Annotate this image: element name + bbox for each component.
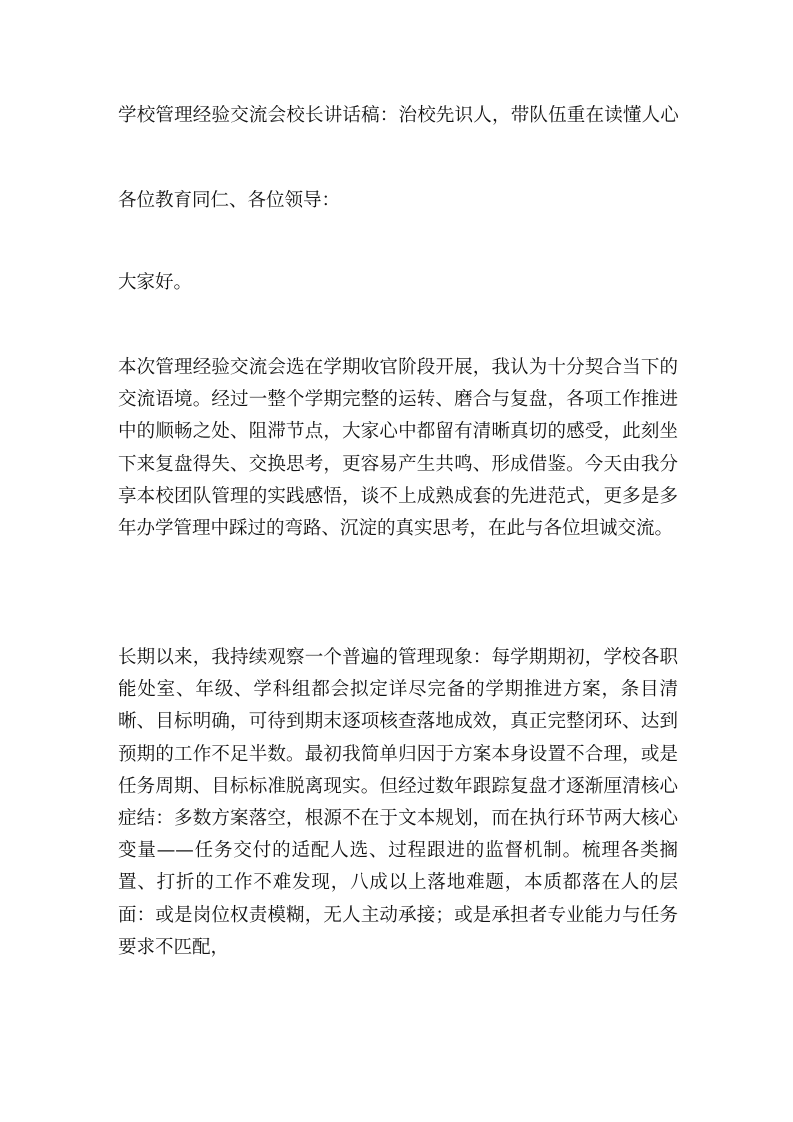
salutation: 各位教育同仁、各位领导：: [118, 190, 341, 211]
paragraph-2: 长期以来，我持续观察一个普遍的管理现象：每学期期初，学校各职能处室、年级、学科组都会拟定详尽完备的学期推进方案，条目清晰、目标明确，可待到期末逐项核查落地成效，真正完整闭环、达到预期的工作不足半数。最初我简单归因于方案本身设置不合理，或是任务周期、目标标准脱离现实。但经过数年跟踪复盘才逐渐厘清核心症结：多数方案落空，根源不在于文本规划，而在执行环节两大核心变量——任务交付的适配人选、过程跟进的监督机制。梳理各类搁置、打折的工作不难发现，八成以上落地难题，本质都落在人的层面：或是岗位权责模糊，无人主动承接；或是承担者专业能力与任务要求不匹配，: [118, 647, 678, 958]
greeting: 大家好。: [118, 272, 193, 293]
document-title: 学校管理经验交流会校长讲话稿：治校先识人，带队伍重在读懂人心: [118, 105, 680, 126]
paragraph-1: 本次管理经验交流会选在学期收官阶段开展，我认为十分契合当下的交流语境。经过一整个学期完整的运转、磨合与复盘，各项工作推进中的顺畅之处、阻滞节点，大家心中都留有清晰真切的感受，此刻坐下来复盘得失、交换思考，更容易产生共鸣、形成借鉴。今天由我分享本校团队管理的实践感悟，谈不上成熟成套的先进范式，更多是多年办学管理中踩过的弯路、沉淀的真实思考，在此与各位坦诚交流。: [118, 357, 678, 540]
